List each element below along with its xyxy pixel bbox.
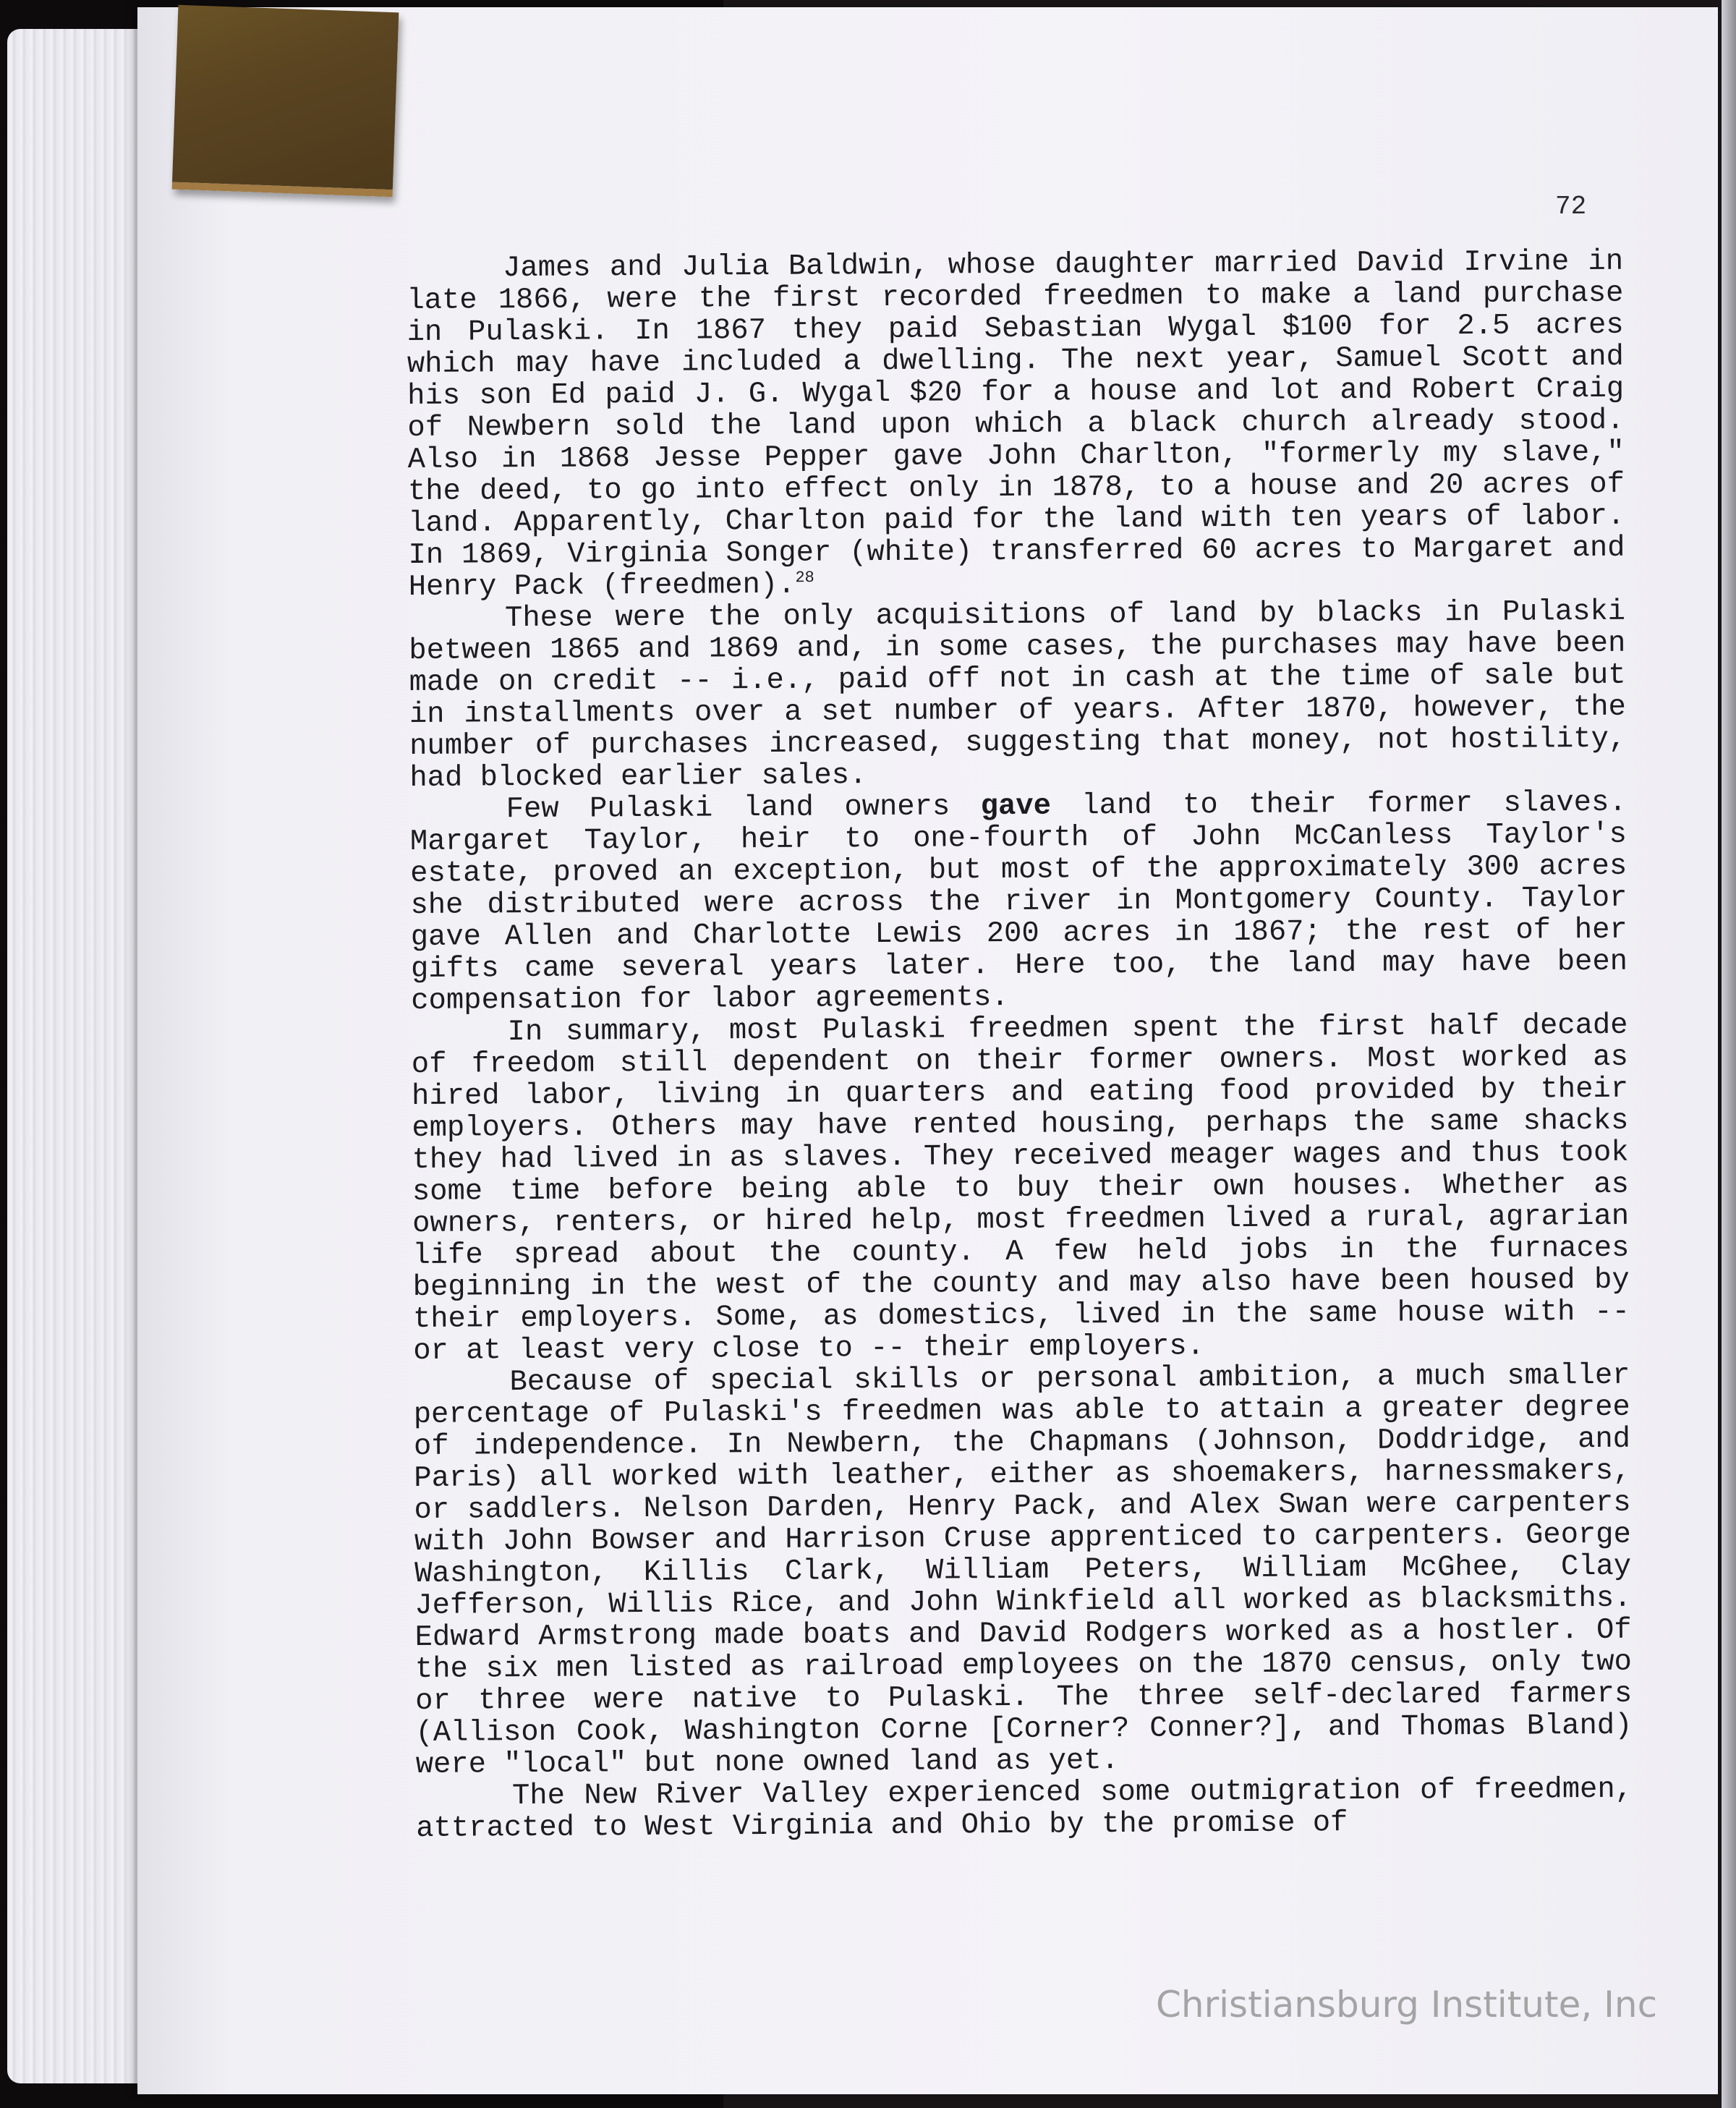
paragraph-text: Because of special skills or personal ambition, a much smaller percentage of Pulaski's freedmen was able to attain a greater degree of independence. In Newbern, the Chapmans (Johnson, Doddridge, and Paris) all worked with leather, either as shoemakers, harnessmakers, or saddlers. Nelson Darden, Henry Pack, and Alex Swan were carpenters with John Bowser and Harrison Cruse apprenticed to carpenters. George Washington, Killis Clark, William Peters, William McGhee, Clay Jefferson, Willis Rice, and John Winkfield all worked as blacksmiths. Edward Armstrong made boats and David Rodgers worked as a hostler. Of the six men listed as railroad employees on the 1870 census, only two or three were native to Pulaski. The three self-declared farmers (Allison Cook, Washington Corne [Corner? Conner?], and Thomas Bland) were "local" but none owned land as yet. (413, 1359, 1633, 1782)
paragraph-text: Few Pulaski land owners (506, 790, 981, 827)
footnote-marker: 28 (795, 569, 814, 587)
paragraph (411, 1010, 1630, 1367)
paragraph (407, 246, 1625, 603)
paragraph (416, 1774, 1633, 1845)
paragraph-text: James and Julia Baldwin, whose daughter married David Irvine in late 1866, were the first recorded freedmen to make a land purchase in Pulaski. In 1867 they paid Sebastian Wygal $100 for 2.5 acres which may have included a dwelling. The next year, Samuel Scott and his son Ed paid J. G. Wygal $20 for a house and lot and Robert Craig of Newbern sold the land upon which a black church already stood. Also in 1868 Jesse Pepper gave John Charlton, "formerly my slave," the deed, to go into effect only in 1878, to a house and 20 acres of land. Apparently, Charlton paid for the land with ten years of labor. In 1869, Virginia Songer (white) transferred 60 acres to Margaret and Henry Pack (freedmen). (407, 245, 1625, 604)
paragraph-text: These were the only acquisitions of land by blacks in Pulaski between 1865 and 1869 and, in some cases, the purchases may have been made on credit -- i.e., paid off not in cash at the time of sale but in installments over a set number of years. After 1870, however, the number of purchases increased, suggesting that money, not hostility, had blocked earlier sales. (409, 595, 1627, 795)
page-number: 72 (1555, 192, 1587, 221)
body-text (407, 246, 1633, 1845)
index-tab (172, 5, 399, 197)
paragraph (413, 1360, 1632, 1781)
right-spine (1722, 0, 1736, 2108)
paragraph-text: In summary, most Pulaski freedmen spent the first half decade of freedom still dependent on their former owners. Most worked as hired labor, living in quarters and eating food provided by their employers. Others may have rented housing, perhaps the same shacks they had lived in as slaves. They received meager wages and thus took some time before being able to buy their own houses. Whether as owners, renters, or hired help, most freedmen lived a rural, agrarian life spread about the county. A few held jobs in the furnaces beginning in the west of the county and may also have been housed by their employers. Some, as domestics, lived in the same house with -- or at least very close to -- their employers. (411, 1008, 1630, 1368)
watermark: Christiansburg Institute, Inc (1156, 1984, 1658, 2026)
bold-word: gave (980, 789, 1052, 824)
paragraph-text: The New River Valley experienced some outmigration of freedmen, attracted to West Virginia and Ohio by the promise of (416, 1772, 1633, 1845)
paragraph-text: land to their former slaves. Margaret Taylor, heir to one-fourth of John McCanless Taylor's estate, proved an exception, but most of the approximately 300 acres she distributed were across the river in Montgomery County. Taylor gave Allen and Charlotte Lewis 200 acres in 1867; the rest of her gifts came several years later. Here too, the land may have been compensation for labor agreements. (409, 786, 1628, 1018)
paragraph (409, 596, 1627, 794)
paragraph (410, 787, 1628, 1017)
